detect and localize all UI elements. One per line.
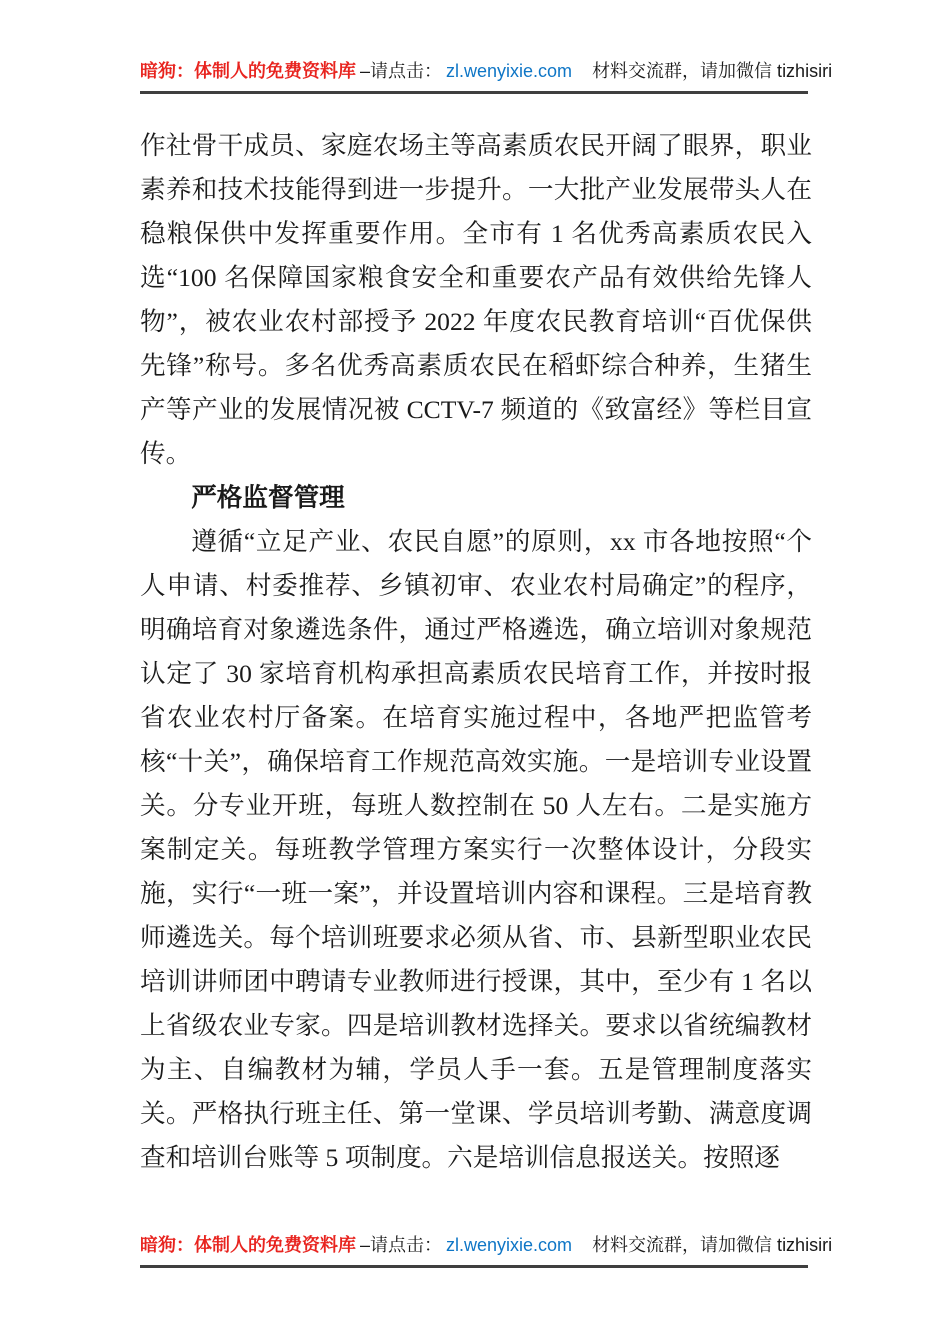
footer-banner <box>140 1232 833 1268</box>
section-heading: 严格监督管理 <box>191 483 345 512</box>
footer-brand-text: 暗狗：体制人的免费资料库 <box>140 1235 356 1255</box>
header-brand-text: 暗狗：体制人的免费资料库 <box>140 61 356 81</box>
footer-contact-text: 材料交流群，请加微信 tizhisiri <box>592 1235 833 1255</box>
header-site-link[interactable]: zl.wenyixie.com <box>446 61 573 81</box>
paragraph-continuation: 作社骨干成员、家庭农场主等高素质农民开阔了眼界，职业素养和技术技能得到进一步提升。一大批产业发展带头人在稳粮保供中发挥重要作用。全市有 1 名优秀高素质农民入选“100 名保障国家粮食安全和重要农产品有效供给先锋人物”，被农业农村部授予 2022 年度农民教育培训“百优保供先锋”称号。多名优秀高素质农民在稻虾综合种养，生猪生产等产业的发展情况被 CCTV-7 频道的《致富经》等栏目宣传。 <box>140 131 812 468</box>
header-banner <box>140 58 833 94</box>
section-paragraph: 遵循“立足产业、农民自愿”的原则，xx 市各地按照“个人申请、村委推荐、乡镇初审、农业农村局确定”的程序，明确培育对象遴选条件，通过严格遴选，确立培训对象规范认定了 30 家培育机构承担高素质农民培育工作，并按时报省农业农村厅备案。在培育实施过程中，各地严把监管考核“十关”，确保培育工作规范高效实施。一是培训专业设置关。分专业开班，每班人数控制在 50 人左右。二是实施方案制定关。每班教学管理方案实行一次整体设计，分段实施，实行“一班一案”，并设置培训内容和课程。三是培育教师遴选关。每个培训班要求必须从省、市、县新型职业农民培训讲师团中聘请专业教师进行授课，其中，至少有 1 名以上省级农业专家。四是培训教材选择关。要求以省统编教材为主、自编教材为辅，学员人手一套。五是管理制度落实关。严格执行班主任、第一堂课、学员培训考勤、满意度调查和培训台账等 5 项制度。六是培训信息报送关。按照逐 <box>140 527 812 1172</box>
header-contact-text: 材料交流群，请加微信 tizhisiri <box>592 61 833 81</box>
document-body <box>140 124 812 1180</box>
footer-click-label: –请点击： <box>360 1235 443 1255</box>
header-click-label: –请点击： <box>360 61 443 81</box>
footer-site-link[interactable]: zl.wenyixie.com <box>446 1235 573 1255</box>
